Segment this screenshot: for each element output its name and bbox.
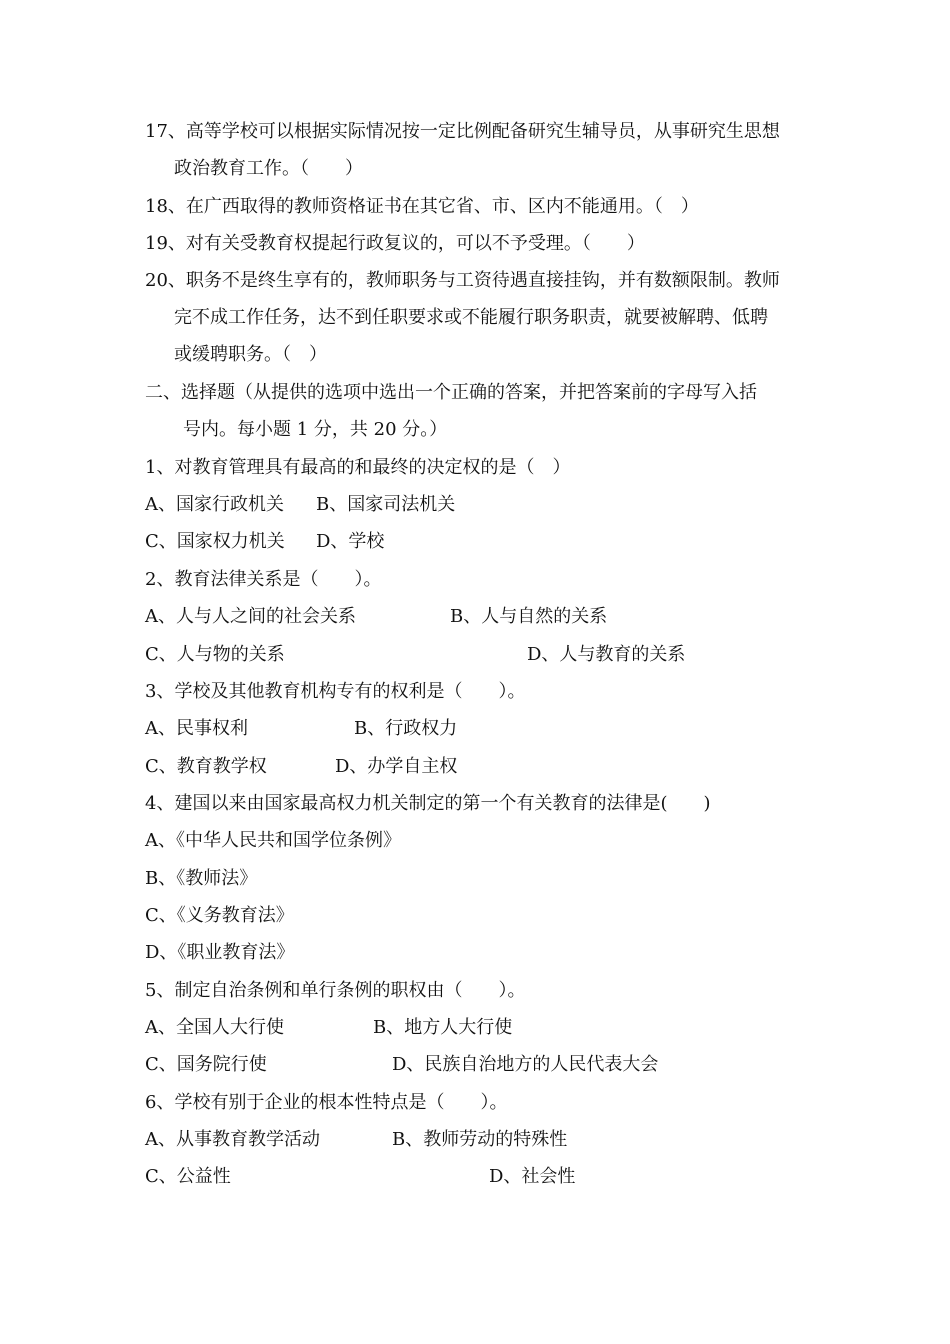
mc-question-1-option-c: C、国家权力机关 (145, 531, 285, 552)
mc-question-6-option-a: A、从事教育教学活动 (145, 1129, 320, 1150)
mc-question-4-option-d: D、《职业教育法》 (145, 942, 295, 963)
mc-question-5-option-a: A、全国人大行使 (145, 1017, 284, 1038)
question-18: 18、在广西取得的教师资格证书在其它省、市、区内不能通用。（ ） (145, 196, 699, 217)
mc-question-2-option-c: C、人与物的关系 (145, 644, 285, 665)
mc-question-3-option-d: D、办学自主权 (335, 756, 458, 777)
mc-question-6-option-b: B、教师劳动的特殊性 (392, 1129, 568, 1150)
mc-question-2-option-b: B、人与自然的关系 (450, 606, 608, 627)
section2-heading-line1: 二、选择题（从提供的选项中选出一个正确的答案，并把答案前的字母写入括 (145, 382, 757, 403)
mc-question-6-option-c: C、公益性 (145, 1166, 231, 1187)
mc-question-3-option-b: B、行政权力 (354, 718, 458, 739)
question-17-line1: 17、高等学校可以根据实际情况按一定比例配备研究生辅导员，从事研究生思想 (145, 121, 780, 142)
mc-question-5-option-d: D、民族自治地方的人民代表大会 (392, 1054, 659, 1075)
mc-question-4-stem: 4、建国以来由国家最高权力机关制定的第一个有关教育的法律是( ) (145, 793, 711, 814)
mc-question-2-option-a: A、人与人之间的社会关系 (145, 606, 356, 627)
mc-question-5-stem: 5、制定自治条例和单行条例的职权由（ ）。 (145, 980, 526, 1001)
question-17-line2: 政治教育工作。（ ） (174, 158, 363, 179)
mc-question-6-stem: 6、学校有别于企业的根本性特点是（ ）。 (145, 1092, 508, 1113)
mc-question-4-option-c: C、《义务教育法》 (145, 905, 294, 926)
question-20-line3: 或缓聘职务。（ ） (174, 344, 327, 365)
mc-question-6-option-d: D、社会性 (489, 1166, 576, 1187)
section2-heading-line2: 号内。每小题 1 分，共 20 分。） (183, 419, 448, 440)
mc-question-2-option-d: D、人与教育的关系 (527, 644, 686, 665)
mc-question-4-option-b: B、《教师法》 (145, 868, 258, 889)
mc-question-1-option-b: B、国家司法机关 (316, 494, 456, 515)
mc-question-5-option-c: C、国务院行使 (145, 1054, 267, 1075)
mc-question-4-option-a: A、《中华人民共和国学位条例》 (145, 830, 401, 851)
mc-question-5-option-b: B、地方人大行使 (373, 1017, 513, 1038)
mc-question-2-stem: 2、教育法律关系是（ ）。 (145, 569, 382, 590)
mc-question-1-option-d: D、学校 (316, 531, 385, 552)
question-19: 19、对有关受教育权提起行政复议的，可以不予受理。（ ） (145, 233, 645, 254)
mc-question-1-option-a: A、国家行政机关 (145, 494, 284, 515)
question-20-line2: 完不成工作任务，达不到任职要求或不能履行职务职责，就要被解聘、低聘 (174, 307, 768, 328)
question-20-line1: 20、职务不是终生享有的，教师职务与工资待遇直接挂钩，并有数额限制。教师 (145, 270, 780, 291)
mc-question-3-option-a: A、民事权利 (145, 718, 248, 739)
mc-question-1-stem: 1、对教育管理具有最高的和最终的决定权的是（ ） (145, 457, 571, 478)
mc-question-3-stem: 3、学校及其他教育机构专有的权利是（ ）。 (145, 681, 526, 702)
mc-question-3-option-c: C、教育教学权 (145, 756, 267, 777)
